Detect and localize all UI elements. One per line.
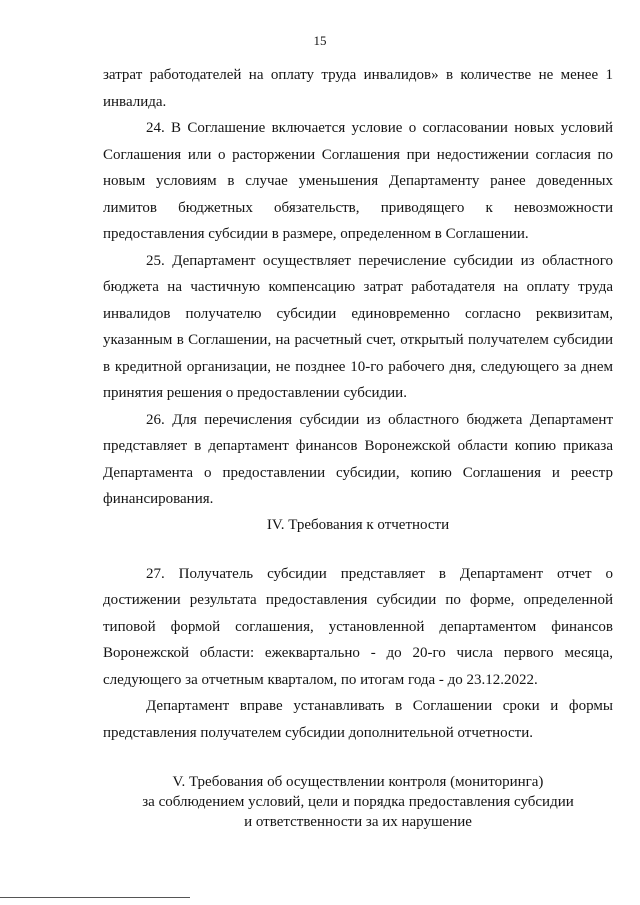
document-body xyxy=(103,62,613,832)
section-heading-iv: IV. Требования к отчетности xyxy=(266,516,450,533)
section-heading-v-line3: и ответственности за их нарушение xyxy=(244,814,472,830)
section-heading-v-line2: за соблюдением условий, цели и порядка предоставления субсидии xyxy=(142,794,574,810)
paragraph-reporting-terms: Департамент вправе устанавливать в Соглашении сроки и формы представления получателем субсидии дополнительной отчетности. xyxy=(103,698,613,741)
paragraph-24: 24. В Соглашение включается условие о согласовании новых условий Соглашения или о расторжении Соглашения при недостижении согласия по новым условиям в случае уменьшения Департаменту ранее доведенных лимитов бюджетных обязательств, приводящего к невозможности предоставления субсидии в размере, определенном в Соглашении. xyxy=(103,120,613,242)
page-number: 15 xyxy=(313,33,327,48)
paragraph-26: 26. Для перечисления субсидии из областного бюджета Департамент представляет в департамент финансов Воронежской области копию приказа Департамента о предоставлении субсидии, копию Соглашения и реестр финансирования. xyxy=(103,411,613,507)
footer-rule xyxy=(0,897,190,898)
section-heading-v xyxy=(103,772,613,832)
paragraph-25: 25. Департамент осуществляет перечисление субсидии из областного бюджета на частичную компенсацию затрат работадателя на оплату труда инвалидов получателю субсидии единовременно согласно реквизитам, указанным в Соглашении, на расчетный счет, открытый получателем субсидии в кредитной организации, не позднее 10-го рабочего дня, следующего за днем принятия решения о предоставлении субсидии. xyxy=(103,252,613,401)
section-heading-v-line1: V. Требования об осуществлении контроля (мониторинга) xyxy=(172,774,544,790)
paragraph-27: 27. Получатель субсидии представляет в Департамент отчет о достижении результата предоставления субсидии по форме, определенной типовой формой соглашения, установленной департаментом финансов Воронежской области: ежеквартально - до 20-го числа первого месяца, следующего за отчетным кварталом, по итогам года - до 23.12.2022. xyxy=(103,565,613,688)
paragraph-continuation: затрат работодателей на оплату труда инвалидов» в количестве не менее 1 инвалида. xyxy=(103,67,613,110)
